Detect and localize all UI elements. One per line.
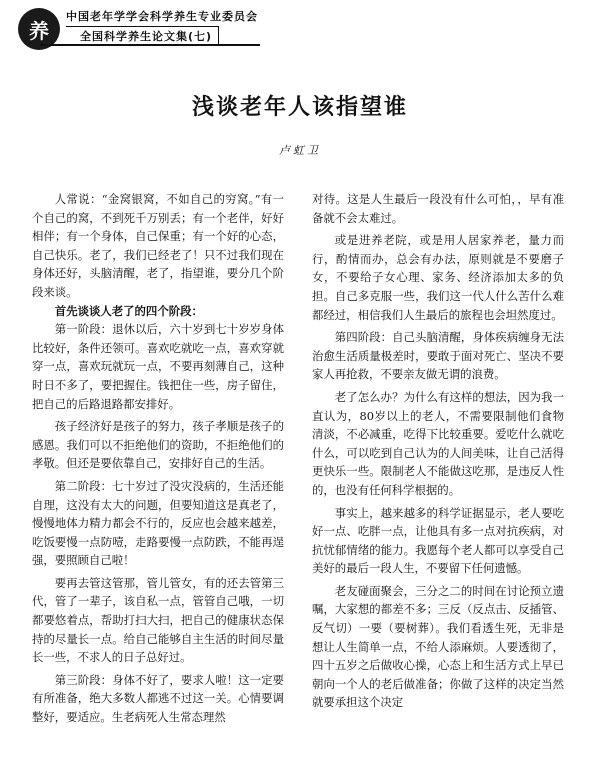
header-society-name: 中国老年学学会科学养生专业委员会 bbox=[66, 10, 258, 23]
paragraph-intro: 人常说：“金窝银窝，不如自己的穷窝。”有一个自己的窝，不到死千万别丢；有一个老伴，好好相伴；有一个身体，自己保重；有一个好的心态，自己快乐。老了，我们已经老了！只不过我们现在身体还好，头脑清醒，老了，指望谁，要分几个阶段来谈。 bbox=[32, 192, 284, 299]
paragraph-stage-three: 第三阶段：身体不好了，要求人啦！这一定要有所准备，绝大多数人都逃不过这一关。心情要调整好，要适应。生老病死人生常态理然 bbox=[32, 672, 284, 725]
right-column bbox=[312, 190, 564, 760]
paragraph-evidence: 事实上，越来越多的科学证据显示，老人要吃好一点、吃胖一点，让他具有多一点对抗疾病，对抗忧郁情绪的能力。我愿每个老人都可以享受自己美好的最后一段人生，不要留下任何遗憾。 bbox=[312, 505, 564, 576]
paragraph-care-options: 或是进养老院，或是用人居家养老，量力而行，酌情而办，总会有办法，原则就是不要磨子女，不要给子女心理、家务、经济添加太多的负担。自己多克服一些，我们这一代人什么苦什么难都经过，相信我们人生最后的旅程也会坦然度过。 bbox=[312, 233, 564, 322]
paragraph-stage-one: 第一阶段：退休以后，六十岁到七十岁岁身体比较好，条件还领可。喜欢吃就吃一点，喜欢穿就穿一点，喜欢玩就玩一点，不要再刻薄自己，这种时日不多了，要把握住。钱把住一些，房子留住，把自己的后路退路都安排好。 bbox=[32, 322, 284, 411]
paragraph-stage-two: 第二阶段：七十岁过了没灾没病的，生活还能自理，这没有太大的问题，但要知道这是真老了，慢慢地体力精力都会不行的，反应也会越来越差，吃饭要慢一点防噎，走路要慢一点防跌，不能再逞强，要照顾自己啦！ bbox=[32, 478, 284, 568]
paragraph-care-self: 要再去管这管那，管儿管女，有的还去管第三代，管了一辈子，该自私一点，管管自己哦，一切都要悠着点，帮助打扫大扫，把自己的健康状态保持的尽量长一点。给自己能够自主生活的时间尽量长一些，不求人的日子总好过。 bbox=[32, 575, 284, 665]
header-collection-name: 全国科学养生论文集(七) bbox=[66, 26, 219, 46]
article-title: 浅谈老年人该指望谁 bbox=[191, 94, 408, 120]
paragraph-stage-three-cont: 对待。这是人生最后一段没有什么可怕，，早有准备就不会太难过。 bbox=[312, 192, 564, 225]
journal-header bbox=[0, 0, 600, 60]
paragraph-friends: 老友碰面聚会，三分之二的时间在讨论预立遗嘱，大家想的都差不多；三反（反点击、反插管、反气切）一要（要树葬）。我们看透生死，无非是想让人生简单一点，不给人添麻烦。人要透彻了，四十五岁之后做收心操，心态上和生活方式上早已朝向一个人的老后做准备；你做了这样的决定当然就要承担这个决定 bbox=[312, 583, 564, 710]
paragraph-children: 孩子经济好是孩子的努力，孩子孝顺是孩子的感恩。我们可以不拒绝他们的资助，不拒绝他们的孝敬。但还是要依靠自己，安排好自己的生活。 bbox=[32, 419, 284, 471]
logo-glyph: 养 bbox=[29, 18, 49, 43]
left-column bbox=[32, 190, 284, 760]
section-heading-four-stages: 首先谈谈人老了的四个阶段： bbox=[54, 303, 203, 318]
header-rule bbox=[40, 44, 260, 46]
article-author: 卢虹卫 bbox=[279, 144, 321, 157]
paragraph-why: 老了怎么办？为什么有这样的想法，因为我一直认为，80岁以上的老人，不需要限制他们食物清淡，不必减重，吃得下比较重要。爱吃什么就吃什么，可以吃到自己认为的人间美味，让自己活得更快乐一些。限制老人不能做这吃那，是违反人性的，也没有任何科学根据的。 bbox=[312, 389, 564, 497]
paragraph-stage-four: 第四阶段：自己头脑清醒，身体疾病缠身无法治愈生活质量极差时，要敢于面对死亡、坚决不要家人再抢救，不要亲友做无谓的浪费。 bbox=[312, 330, 564, 382]
